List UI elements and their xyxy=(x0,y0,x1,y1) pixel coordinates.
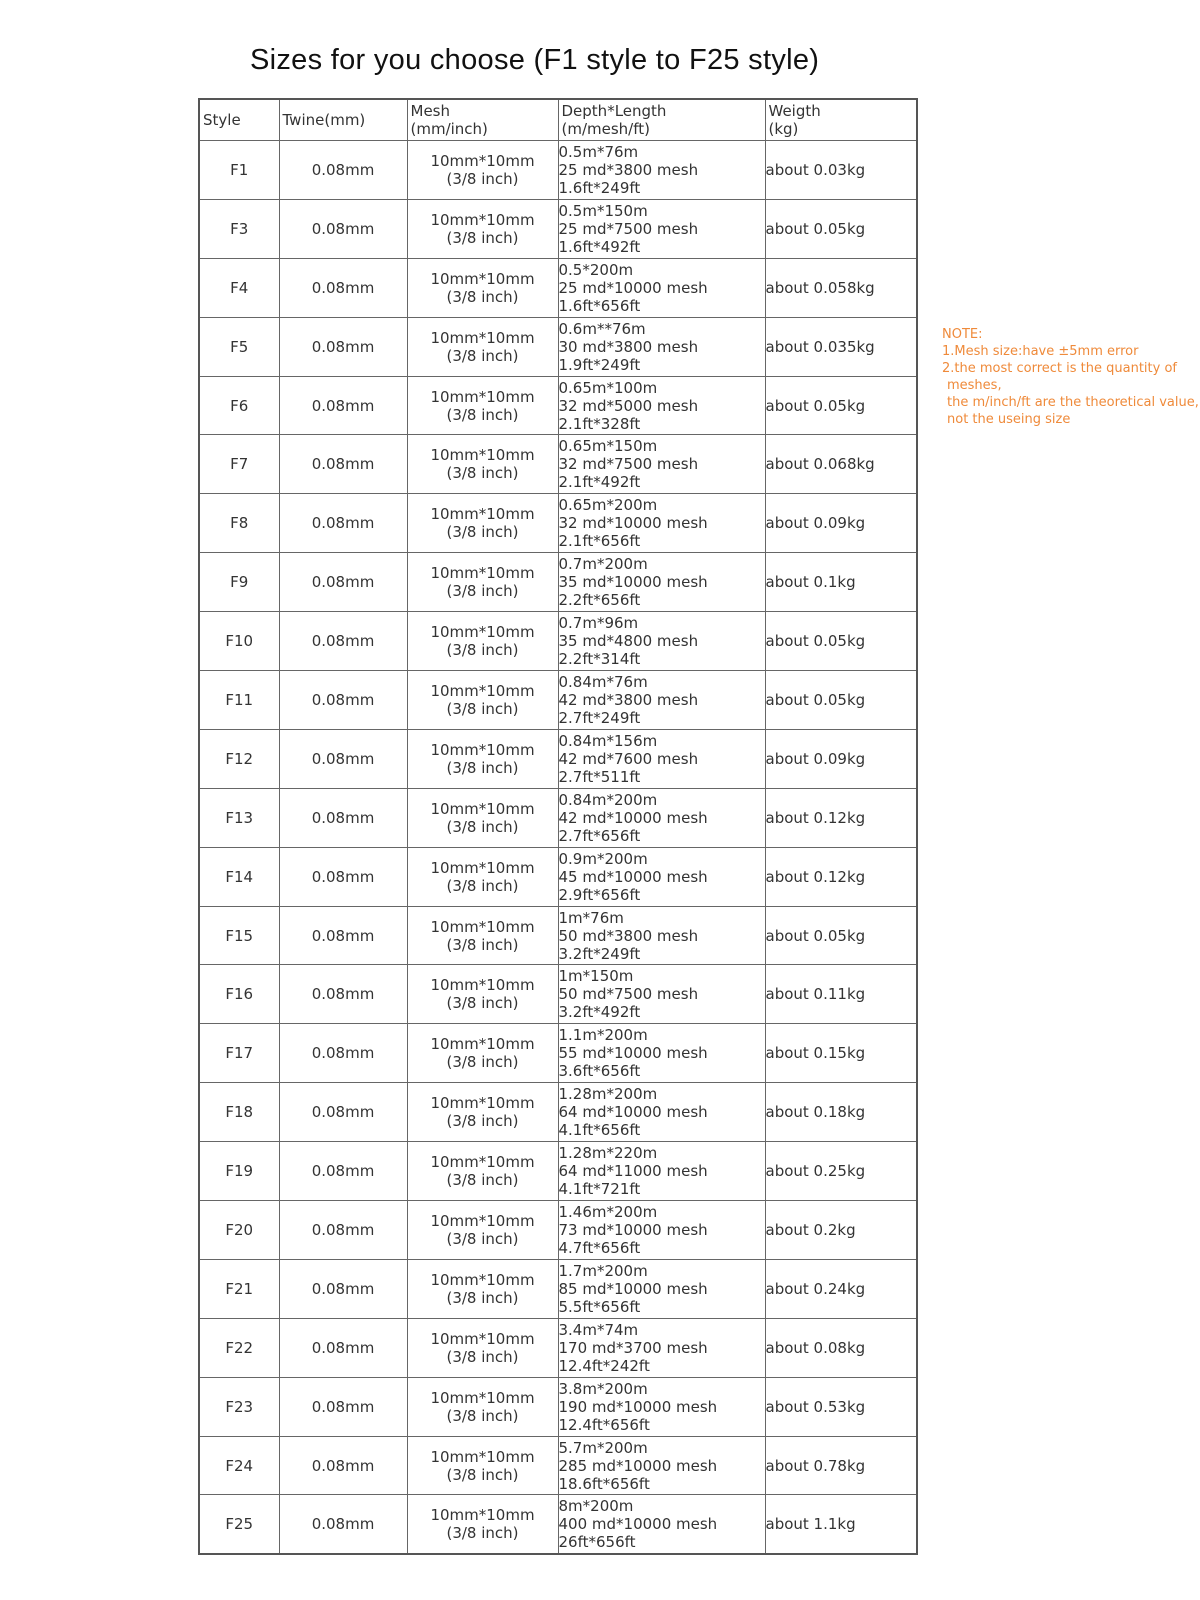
cell-twine: 0.08mm xyxy=(279,847,407,906)
cell-depth xyxy=(558,965,765,1024)
cell-depth-line: 0.65m*150m xyxy=(558,437,658,456)
table-row xyxy=(199,906,917,965)
cell-weight: about 0.068kg xyxy=(765,435,917,494)
cell-depth-line: 3.4m*74m xyxy=(558,1320,639,1339)
cell-style: F3 xyxy=(199,199,279,258)
cell-mesh xyxy=(407,788,558,847)
cell-style: F9 xyxy=(199,553,279,612)
cell-mesh-line: (3/8 inch) xyxy=(446,1288,519,1307)
table-row xyxy=(199,258,917,317)
header-depth-line: (m/mesh/ft) xyxy=(561,120,650,138)
cell-twine: 0.08mm xyxy=(279,1377,407,1436)
cell-depth-line: 3.2ft*492ft xyxy=(558,1003,641,1022)
cell-depth-line: 1.46m*200m xyxy=(558,1202,658,1221)
cell-depth xyxy=(558,847,765,906)
cell-twine: 0.08mm xyxy=(279,258,407,317)
cell-mesh-line: 10mm*10mm xyxy=(430,505,535,524)
cell-twine: 0.08mm xyxy=(279,553,407,612)
cell-mesh-line: (3/8 inch) xyxy=(446,346,519,365)
cell-depth xyxy=(558,729,765,788)
cell-style: F23 xyxy=(199,1377,279,1436)
cell-weight: about 0.05kg xyxy=(765,671,917,730)
table-row xyxy=(199,847,917,906)
note-line: meshes, xyxy=(947,378,1002,393)
cell-mesh-line: (3/8 inch) xyxy=(446,464,519,483)
cell-style: F5 xyxy=(199,317,279,376)
cell-depth xyxy=(558,376,765,435)
cell-depth xyxy=(558,199,765,258)
cell-mesh-line: (3/8 inch) xyxy=(446,1112,519,1131)
note-box xyxy=(942,326,1199,428)
cell-depth-line: 18.6ft*656ft xyxy=(558,1474,650,1493)
table-row xyxy=(199,494,917,553)
table-row xyxy=(199,199,917,258)
cell-depth xyxy=(558,1259,765,1318)
cell-twine: 0.08mm xyxy=(279,1083,407,1142)
cell-depth-line: 0.84m*156m xyxy=(558,731,658,750)
cell-style: F18 xyxy=(199,1083,279,1142)
note-line: 2.the most correct is the quantity of xyxy=(942,361,1177,376)
cell-weight: about 0.78kg xyxy=(765,1436,917,1495)
cell-weight: about 0.03kg xyxy=(765,141,917,200)
cell-mesh xyxy=(407,1495,558,1554)
table-row xyxy=(199,376,917,435)
cell-depth-line: 0.7m*200m xyxy=(558,555,648,574)
cell-mesh-line: 10mm*10mm xyxy=(430,1211,535,1230)
cell-depth-line: 42 md*10000 mesh xyxy=(558,808,708,827)
page-title: Sizes for you choose (F1 style to F25 style) xyxy=(250,44,820,76)
cell-style: F8 xyxy=(199,494,279,553)
cell-style: F19 xyxy=(199,1142,279,1201)
cell-depth-line: 8m*200m xyxy=(558,1497,634,1516)
table-row xyxy=(199,1024,917,1083)
cell-mesh-line: 10mm*10mm xyxy=(430,1329,535,1348)
cell-depth-line: 85 md*10000 mesh xyxy=(558,1279,708,1298)
cell-depth xyxy=(558,1495,765,1554)
table-row xyxy=(199,1318,917,1377)
cell-style: F7 xyxy=(199,435,279,494)
cell-style: F22 xyxy=(199,1318,279,1377)
cell-weight: about 0.05kg xyxy=(765,906,917,965)
cell-depth-line: 50 md*7500 mesh xyxy=(558,985,699,1004)
cell-depth xyxy=(558,1201,765,1260)
table-row xyxy=(199,141,917,200)
cell-twine: 0.08mm xyxy=(279,494,407,553)
cell-twine: 0.08mm xyxy=(279,1318,407,1377)
cell-mesh xyxy=(407,258,558,317)
cell-depth-line: 0.84m*200m xyxy=(558,790,658,809)
cell-depth-line: 2.7ft*511ft xyxy=(558,767,641,786)
cell-mesh-line: (3/8 inch) xyxy=(446,287,519,306)
header-weight xyxy=(765,99,917,141)
cell-mesh-line: (3/8 inch) xyxy=(446,935,519,954)
cell-weight: about 0.12kg xyxy=(765,788,917,847)
cell-depth-line: 1.28m*200m xyxy=(558,1085,658,1104)
cell-twine: 0.08mm xyxy=(279,965,407,1024)
table-row xyxy=(199,1436,917,1495)
cell-depth-line: 50 md*3800 mesh xyxy=(558,926,699,945)
cell-style: F17 xyxy=(199,1024,279,1083)
cell-mesh xyxy=(407,1436,558,1495)
cell-mesh-line: 10mm*10mm xyxy=(430,210,535,229)
note-line: NOTE: xyxy=(942,327,983,342)
cell-mesh xyxy=(407,847,558,906)
cell-twine: 0.08mm xyxy=(279,1495,407,1554)
cell-depth-line: 64 md*11000 mesh xyxy=(558,1162,708,1181)
cell-style: F21 xyxy=(199,1259,279,1318)
cell-depth-line: 12.4ft*242ft xyxy=(558,1356,650,1375)
cell-depth xyxy=(558,317,765,376)
cell-mesh-line: (3/8 inch) xyxy=(446,523,519,542)
cell-mesh-line: 10mm*10mm xyxy=(430,917,535,936)
cell-mesh-line: (3/8 inch) xyxy=(446,169,519,188)
cell-mesh-line: (3/8 inch) xyxy=(446,228,519,247)
cell-mesh-line: (3/8 inch) xyxy=(446,1465,519,1484)
cell-weight: about 0.035kg xyxy=(765,317,917,376)
cell-mesh-line: 10mm*10mm xyxy=(430,623,535,642)
cell-mesh-line: 10mm*10mm xyxy=(430,740,535,759)
cell-depth-line: 42 md*7600 mesh xyxy=(558,749,699,768)
cell-depth-line: 2.9ft*656ft xyxy=(558,885,641,904)
cell-weight: about 0.09kg xyxy=(765,729,917,788)
cell-mesh-line: 10mm*10mm xyxy=(430,976,535,995)
cell-depth-line: 4.1ft*721ft xyxy=(558,1180,641,1199)
cell-mesh xyxy=(407,141,558,200)
header-mesh xyxy=(407,99,558,141)
cell-mesh-line: (3/8 inch) xyxy=(446,1524,519,1543)
cell-depth-line: 0.5m*150m xyxy=(558,201,648,220)
cell-depth-line: 285 md*10000 mesh xyxy=(558,1456,718,1475)
cell-mesh-line: 10mm*10mm xyxy=(430,1506,535,1525)
cell-depth-line: 2.1ft*328ft xyxy=(558,414,641,433)
cell-depth xyxy=(558,1024,765,1083)
table-row xyxy=(199,1083,917,1142)
cell-depth-line: 73 md*10000 mesh xyxy=(558,1220,708,1239)
cell-depth xyxy=(558,1142,765,1201)
cell-twine: 0.08mm xyxy=(279,906,407,965)
cell-depth-line: 1.6ft*656ft xyxy=(558,296,641,315)
cell-mesh xyxy=(407,1201,558,1260)
cell-style: F20 xyxy=(199,1201,279,1260)
table-row xyxy=(199,1142,917,1201)
cell-weight: about 0.53kg xyxy=(765,1377,917,1436)
header-depth xyxy=(558,99,765,141)
cell-depth-line: 0.9m*200m xyxy=(558,849,648,868)
cell-mesh xyxy=(407,1024,558,1083)
cell-mesh xyxy=(407,965,558,1024)
cell-depth xyxy=(558,1436,765,1495)
table-row xyxy=(199,1201,917,1260)
cell-depth-line: 190 md*10000 mesh xyxy=(558,1397,718,1416)
table-row xyxy=(199,553,917,612)
note-line: not the useing size xyxy=(947,412,1071,427)
cell-depth-line: 26ft*656ft xyxy=(558,1533,636,1552)
cell-mesh-line: (3/8 inch) xyxy=(446,758,519,777)
cell-depth-line: 0.5m*76m xyxy=(558,142,639,161)
cell-mesh-line: (3/8 inch) xyxy=(446,699,519,718)
cell-twine: 0.08mm xyxy=(279,1201,407,1260)
table-row xyxy=(199,729,917,788)
cell-weight: about 0.24kg xyxy=(765,1259,917,1318)
cell-depth-line: 32 md*10000 mesh xyxy=(558,514,708,533)
cell-depth xyxy=(558,258,765,317)
cell-depth-line: 0.84m*76m xyxy=(558,672,648,691)
table-row xyxy=(199,1377,917,1436)
cell-twine: 0.08mm xyxy=(279,612,407,671)
table-header-row xyxy=(199,99,917,141)
header-mesh-line: Mesh xyxy=(410,102,450,120)
cell-mesh-line: 10mm*10mm xyxy=(430,1388,535,1407)
header-depth-line: Depth*Length xyxy=(561,102,667,120)
header-weight-line: Weigth xyxy=(768,102,821,120)
cell-mesh xyxy=(407,317,558,376)
cell-depth-line: 3.8m*200m xyxy=(558,1379,648,1398)
cell-depth-line: 25 md*10000 mesh xyxy=(558,278,708,297)
cell-weight: about 0.05kg xyxy=(765,199,917,258)
table-row xyxy=(199,317,917,376)
cell-twine: 0.08mm xyxy=(279,435,407,494)
cell-depth xyxy=(558,671,765,730)
cell-weight: about 0.09kg xyxy=(765,494,917,553)
cell-mesh xyxy=(407,435,558,494)
sizes-table xyxy=(198,98,918,1555)
cell-twine: 0.08mm xyxy=(279,1259,407,1318)
cell-style: F1 xyxy=(199,141,279,200)
cell-depth xyxy=(558,788,765,847)
cell-mesh xyxy=(407,906,558,965)
table-row xyxy=(199,1495,917,1554)
cell-depth xyxy=(558,1318,765,1377)
cell-depth-line: 55 md*10000 mesh xyxy=(558,1044,708,1063)
cell-depth-line: 5.5ft*656ft xyxy=(558,1297,641,1316)
cell-mesh-line: 10mm*10mm xyxy=(430,1035,535,1054)
cell-mesh-line: (3/8 inch) xyxy=(446,1171,519,1190)
cell-mesh-line: 10mm*10mm xyxy=(430,387,535,406)
cell-mesh-line: 10mm*10mm xyxy=(430,446,535,465)
cell-depth-line: 35 md*4800 mesh xyxy=(558,632,699,651)
cell-mesh xyxy=(407,494,558,553)
cell-depth-line: 0.65m*100m xyxy=(558,378,658,397)
cell-mesh-line: 10mm*10mm xyxy=(430,1270,535,1289)
cell-twine: 0.08mm xyxy=(279,376,407,435)
cell-mesh xyxy=(407,1083,558,1142)
cell-mesh-line: 10mm*10mm xyxy=(430,858,535,877)
table-row xyxy=(199,435,917,494)
cell-twine: 0.08mm xyxy=(279,729,407,788)
cell-weight: about 1.1kg xyxy=(765,1495,917,1554)
cell-weight: about 0.05kg xyxy=(765,612,917,671)
cell-twine: 0.08mm xyxy=(279,317,407,376)
cell-depth-line: 30 md*3800 mesh xyxy=(558,337,699,356)
cell-mesh-line: (3/8 inch) xyxy=(446,1229,519,1248)
cell-twine: 0.08mm xyxy=(279,199,407,258)
cell-depth-line: 1.28m*220m xyxy=(558,1144,658,1163)
note-line: 1.Mesh size:have ±5mm error xyxy=(942,344,1139,359)
cell-depth-line: 1.7m*200m xyxy=(558,1261,648,1280)
cell-depth-line: 170 md*3700 mesh xyxy=(558,1338,708,1357)
cell-weight: about 0.058kg xyxy=(765,258,917,317)
cell-weight: about 0.05kg xyxy=(765,376,917,435)
cell-depth-line: 2.2ft*314ft xyxy=(558,650,641,669)
cell-depth-line: 3.2ft*249ft xyxy=(558,944,641,963)
table-body xyxy=(199,141,917,1554)
cell-weight: about 0.12kg xyxy=(765,847,917,906)
cell-mesh-line: (3/8 inch) xyxy=(446,1053,519,1072)
cell-mesh-line: 10mm*10mm xyxy=(430,151,535,170)
cell-style: F6 xyxy=(199,376,279,435)
cell-depth-line: 1.6ft*492ft xyxy=(558,237,641,256)
table-row xyxy=(199,612,917,671)
cell-mesh-line: (3/8 inch) xyxy=(446,817,519,836)
cell-mesh xyxy=(407,376,558,435)
cell-style: F10 xyxy=(199,612,279,671)
header-style: Style xyxy=(199,99,279,141)
cell-mesh-line: (3/8 inch) xyxy=(446,1406,519,1425)
cell-depth-line: 3.6ft*656ft xyxy=(558,1062,641,1081)
cell-style: F25 xyxy=(199,1495,279,1554)
cell-style: F13 xyxy=(199,788,279,847)
cell-mesh xyxy=(407,729,558,788)
cell-style: F12 xyxy=(199,729,279,788)
table-row xyxy=(199,788,917,847)
cell-depth-line: 12.4ft*656ft xyxy=(558,1415,650,1434)
cell-depth xyxy=(558,553,765,612)
cell-depth-line: 1m*76m xyxy=(558,908,624,927)
cell-mesh-line: (3/8 inch) xyxy=(446,582,519,601)
cell-mesh-line: 10mm*10mm xyxy=(430,681,535,700)
cell-mesh xyxy=(407,612,558,671)
cell-depth-line: 4.7ft*656ft xyxy=(558,1238,641,1257)
cell-depth-line: 2.1ft*656ft xyxy=(558,532,641,551)
cell-mesh xyxy=(407,1377,558,1436)
cell-weight: about 0.25kg xyxy=(765,1142,917,1201)
cell-depth-line: 2.7ft*249ft xyxy=(558,708,641,727)
cell-weight: about 0.15kg xyxy=(765,1024,917,1083)
cell-mesh-line: (3/8 inch) xyxy=(446,876,519,895)
cell-mesh xyxy=(407,199,558,258)
cell-depth-line: 1.9ft*249ft xyxy=(558,355,641,374)
cell-depth xyxy=(558,906,765,965)
cell-weight: about 0.18kg xyxy=(765,1083,917,1142)
cell-depth-line: 32 md*7500 mesh xyxy=(558,455,699,474)
header-twine: Twine(mm) xyxy=(279,99,407,141)
cell-style: F14 xyxy=(199,847,279,906)
cell-weight: about 0.2kg xyxy=(765,1201,917,1260)
cell-depth-line: 0.7m*96m xyxy=(558,614,639,633)
cell-mesh-line: 10mm*10mm xyxy=(430,328,535,347)
cell-twine: 0.08mm xyxy=(279,671,407,730)
cell-style: F16 xyxy=(199,965,279,1024)
header-weight-line: (kg) xyxy=(768,120,799,138)
cell-style: F24 xyxy=(199,1436,279,1495)
cell-depth-line: 32 md*5000 mesh xyxy=(558,396,699,415)
cell-mesh xyxy=(407,1259,558,1318)
cell-depth-line: 25 md*7500 mesh xyxy=(558,219,699,238)
cell-mesh xyxy=(407,1142,558,1201)
cell-depth xyxy=(558,1083,765,1142)
cell-mesh-line: (3/8 inch) xyxy=(446,1347,519,1366)
cell-mesh-line: (3/8 inch) xyxy=(446,994,519,1013)
cell-mesh xyxy=(407,553,558,612)
cell-mesh xyxy=(407,1318,558,1377)
cell-mesh-line: 10mm*10mm xyxy=(430,1094,535,1113)
note-line: the m/inch/ft are the theoretical value, xyxy=(947,395,1199,410)
cell-depth-line: 400 md*10000 mesh xyxy=(558,1515,718,1534)
cell-mesh-line: (3/8 inch) xyxy=(446,641,519,660)
cell-weight: about 0.1kg xyxy=(765,553,917,612)
cell-depth-line: 0.6m**76m xyxy=(558,319,646,338)
cell-depth-line: 0.65m*200m xyxy=(558,496,658,515)
cell-style: F15 xyxy=(199,906,279,965)
table-row xyxy=(199,671,917,730)
cell-depth xyxy=(558,141,765,200)
cell-depth-line: 45 md*10000 mesh xyxy=(558,867,708,886)
cell-depth-line: 4.1ft*656ft xyxy=(558,1121,641,1140)
table-row xyxy=(199,1259,917,1318)
cell-twine: 0.08mm xyxy=(279,1436,407,1495)
cell-depth-line: 35 md*10000 mesh xyxy=(558,573,708,592)
table-row xyxy=(199,965,917,1024)
header-mesh-line: (mm/inch) xyxy=(410,120,488,138)
cell-depth xyxy=(558,612,765,671)
cell-weight: about 0.11kg xyxy=(765,965,917,1024)
cell-mesh-line: 10mm*10mm xyxy=(430,564,535,583)
cell-depth-line: 25 md*3800 mesh xyxy=(558,160,699,179)
cell-depth-line: 42 md*3800 mesh xyxy=(558,690,699,709)
cell-depth-line: 0.5*200m xyxy=(558,260,634,279)
cell-depth-line: 5.7m*200m xyxy=(558,1438,648,1457)
cell-twine: 0.08mm xyxy=(279,141,407,200)
cell-twine: 0.08mm xyxy=(279,1142,407,1201)
cell-mesh-line: 10mm*10mm xyxy=(430,269,535,288)
cell-mesh-line: 10mm*10mm xyxy=(430,799,535,818)
cell-mesh-line: 10mm*10mm xyxy=(430,1153,535,1172)
cell-weight: about 0.08kg xyxy=(765,1318,917,1377)
cell-depth-line: 1.6ft*249ft xyxy=(558,178,641,197)
cell-mesh xyxy=(407,671,558,730)
cell-style: F11 xyxy=(199,671,279,730)
cell-style: F4 xyxy=(199,258,279,317)
cell-depth-line: 2.2ft*656ft xyxy=(558,591,641,610)
cell-mesh-line: 10mm*10mm xyxy=(430,1447,535,1466)
cell-twine: 0.08mm xyxy=(279,1024,407,1083)
cell-depth-line: 1.1m*200m xyxy=(558,1026,648,1045)
cell-depth xyxy=(558,435,765,494)
cell-mesh-line: (3/8 inch) xyxy=(446,405,519,424)
cell-depth xyxy=(558,1377,765,1436)
cell-twine: 0.08mm xyxy=(279,788,407,847)
cell-depth-line: 64 md*10000 mesh xyxy=(558,1103,708,1122)
cell-depth xyxy=(558,494,765,553)
cell-depth-line: 2.1ft*492ft xyxy=(558,473,641,492)
cell-depth-line: 2.7ft*656ft xyxy=(558,826,641,845)
cell-depth-line: 1m*150m xyxy=(558,967,634,986)
